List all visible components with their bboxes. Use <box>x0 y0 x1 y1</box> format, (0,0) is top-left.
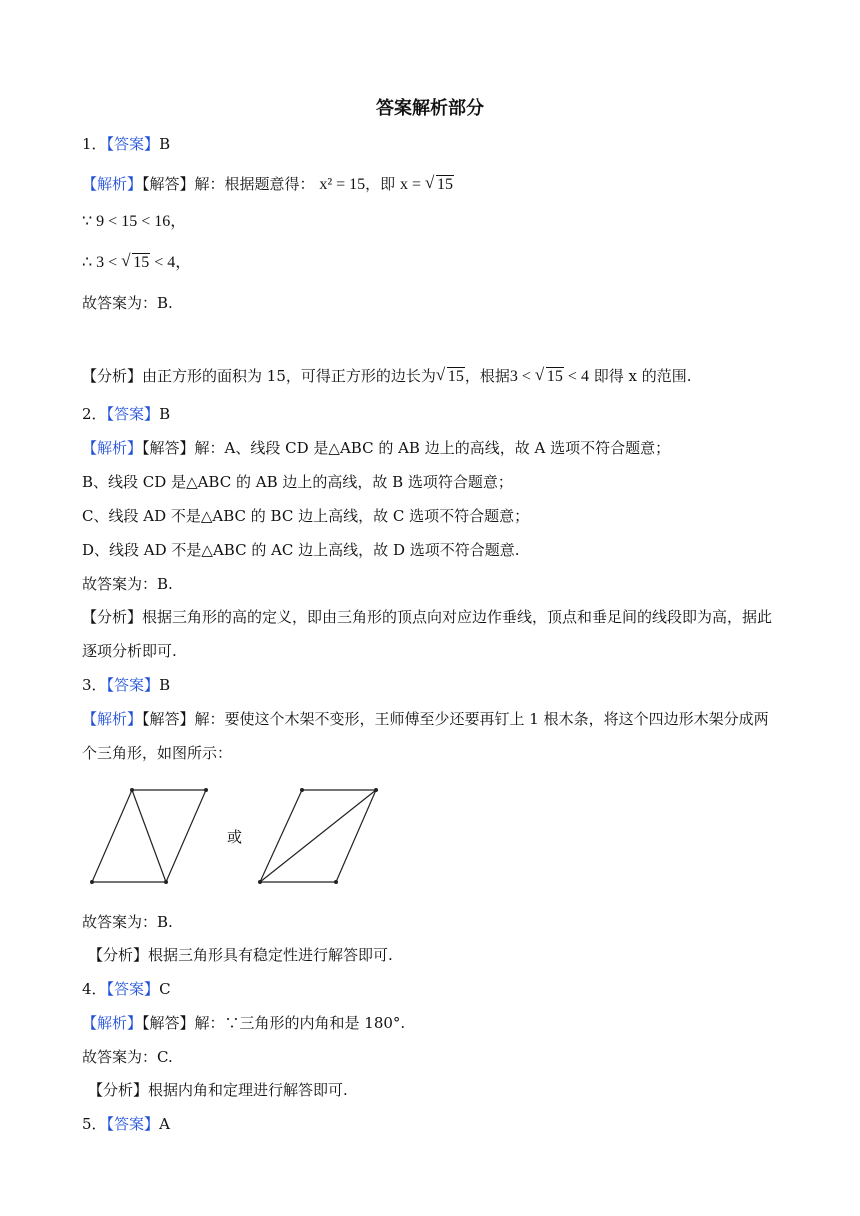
q2-solution-line-4: D、线段 AD 不是△ABC 的 AC 边上高线，故 D 选项不符合题意. <box>82 541 520 559</box>
q1-l3-left: ∴ 3 < <box>82 254 122 271</box>
q1-eq2-radicand: 15 <box>436 176 453 193</box>
analysis-tag: 【解析】 <box>82 175 143 193</box>
answer-tag: 【答案】 <box>106 676 160 694</box>
q4-answer: C <box>159 980 171 998</box>
solution-tag: 【解答】 <box>142 175 195 193</box>
sqrt-symbol <box>535 367 564 387</box>
q1-mid-text: ，即 <box>365 175 396 193</box>
q2-note1: 根据三角形的高的定义，即由三角形的顶点向对应边作垂线，顶点和垂足间的线段即为高，据此 <box>142 608 773 626</box>
analysis-tag: 【解析】 <box>82 439 143 457</box>
or-label: 或 <box>227 828 243 846</box>
q1-note-c-right: < 4 <box>563 368 589 385</box>
q2-number: 2． <box>82 405 107 423</box>
q2-l1: 解：A、线段 CD 是△ABC 的 AB 边上的高线，故 A 选项不符合题意； <box>194 439 671 457</box>
q2-answer: B <box>159 405 171 423</box>
q3-note-line <box>88 945 393 965</box>
q1-answer-line <box>82 134 170 154</box>
q2-solution-line-1 <box>82 438 670 458</box>
q1-note-d: 即得 x 的范围. <box>588 367 692 385</box>
analysis-tag: 【解析】 <box>82 710 143 728</box>
solution-tag: 【解答】 <box>142 439 195 457</box>
q2-note-line-1 <box>82 607 772 627</box>
q1-answer: B <box>159 135 171 153</box>
q1-equation-1: x² = 15 <box>319 176 366 193</box>
q1-l3-radicand: 15 <box>133 254 150 271</box>
q3-note: 根据三角形具有稳定性进行解答即可. <box>148 946 393 964</box>
q5-answer-line <box>82 1114 170 1134</box>
q1-note-c-radicand: 15 <box>546 368 563 385</box>
q5-answer: A <box>159 1115 170 1133</box>
sqrt-symbol <box>436 367 465 387</box>
q3-l1: 解：要使这个木架不变形，王师傅至少还要再钉上 1 根木条，将这个四边形木架分成两 <box>194 710 769 728</box>
q3-answer-line <box>82 675 170 695</box>
q1-final: 故答案为：B. <box>82 294 173 312</box>
q2-solution-line-3: C、线段 AD 不是△ABC 的 BC 边上高线，故 C 选项不符合题意； <box>82 507 530 525</box>
q1-equation-2 <box>400 176 454 193</box>
q2-solution-line-2: B、线段 CD 是△ABC 的 AB 边上的高线，故 B 选项符合题意； <box>82 473 513 491</box>
q2-final: 故答案为：B. <box>82 575 173 593</box>
q1-note-radicand: 15 <box>447 368 464 385</box>
q4-number: 4． <box>82 980 107 998</box>
q1-note-b: ，根据 <box>464 367 510 385</box>
q1-because-line: ∵ 9 < 15 < 16， <box>82 213 187 230</box>
q1-solution-line <box>82 174 454 195</box>
q4-answer-line <box>82 979 171 999</box>
q1-note-line <box>82 366 692 387</box>
solution-tag: 【解答】 <box>142 1014 195 1032</box>
q4-l1: 解：∵三角形的内角和是 180°. <box>194 1014 406 1032</box>
page-title: 答案解析部分 <box>376 98 484 119</box>
analysis-note-tag: 【分析】 <box>88 1081 149 1099</box>
q3-number: 3． <box>82 676 107 694</box>
q3-solution-line-2: 个三角形，如图所示： <box>82 744 233 762</box>
q5-number: 5． <box>82 1115 107 1133</box>
q1-therefore-line <box>82 253 191 273</box>
diagonal-left <box>132 790 166 882</box>
q1-solution-prefix: 解：根据题意得： <box>194 175 315 193</box>
q1-number: 1． <box>82 135 107 153</box>
q2-answer-line <box>82 404 170 424</box>
q3-solution-line-1 <box>82 709 769 729</box>
sqrt-symbol <box>121 253 150 273</box>
q4-note: 根据内角和定理进行解答即可. <box>148 1081 348 1099</box>
q1-eq2-left: x = <box>399 176 425 193</box>
q4-note-line <box>88 1080 348 1100</box>
analysis-note-tag: 【分析】 <box>82 608 143 626</box>
analysis-tag: 【解析】 <box>82 1014 143 1032</box>
q4-solution-line <box>82 1013 405 1033</box>
answer-tag: 【答案】 <box>106 1115 160 1133</box>
q1-note-a: 由正方形的面积为 15，可得正方形的边长为 <box>142 367 436 385</box>
answer-tag: 【答案】 <box>106 405 160 423</box>
q3-answer: B <box>159 676 171 694</box>
answer-tag: 【答案】 <box>106 980 160 998</box>
analysis-note-tag: 【分析】 <box>82 367 143 385</box>
sqrt-symbol <box>425 175 454 195</box>
solution-tag: 【解答】 <box>142 710 195 728</box>
diagonal-right <box>260 790 376 882</box>
quadrilateral-figure <box>82 778 402 890</box>
q1-note-inequality <box>510 368 589 385</box>
analysis-note-tag: 【分析】 <box>88 946 149 964</box>
q3-final: 故答案为：B. <box>82 913 173 931</box>
answer-tag: 【答案】 <box>106 135 160 153</box>
q1-note-c-left: 3 < <box>509 368 535 385</box>
q4-final: 故答案为：C. <box>82 1048 173 1066</box>
q1-l3-right: < 4， <box>150 254 192 271</box>
q2-note-line-2: 逐项分析即可. <box>82 642 177 660</box>
